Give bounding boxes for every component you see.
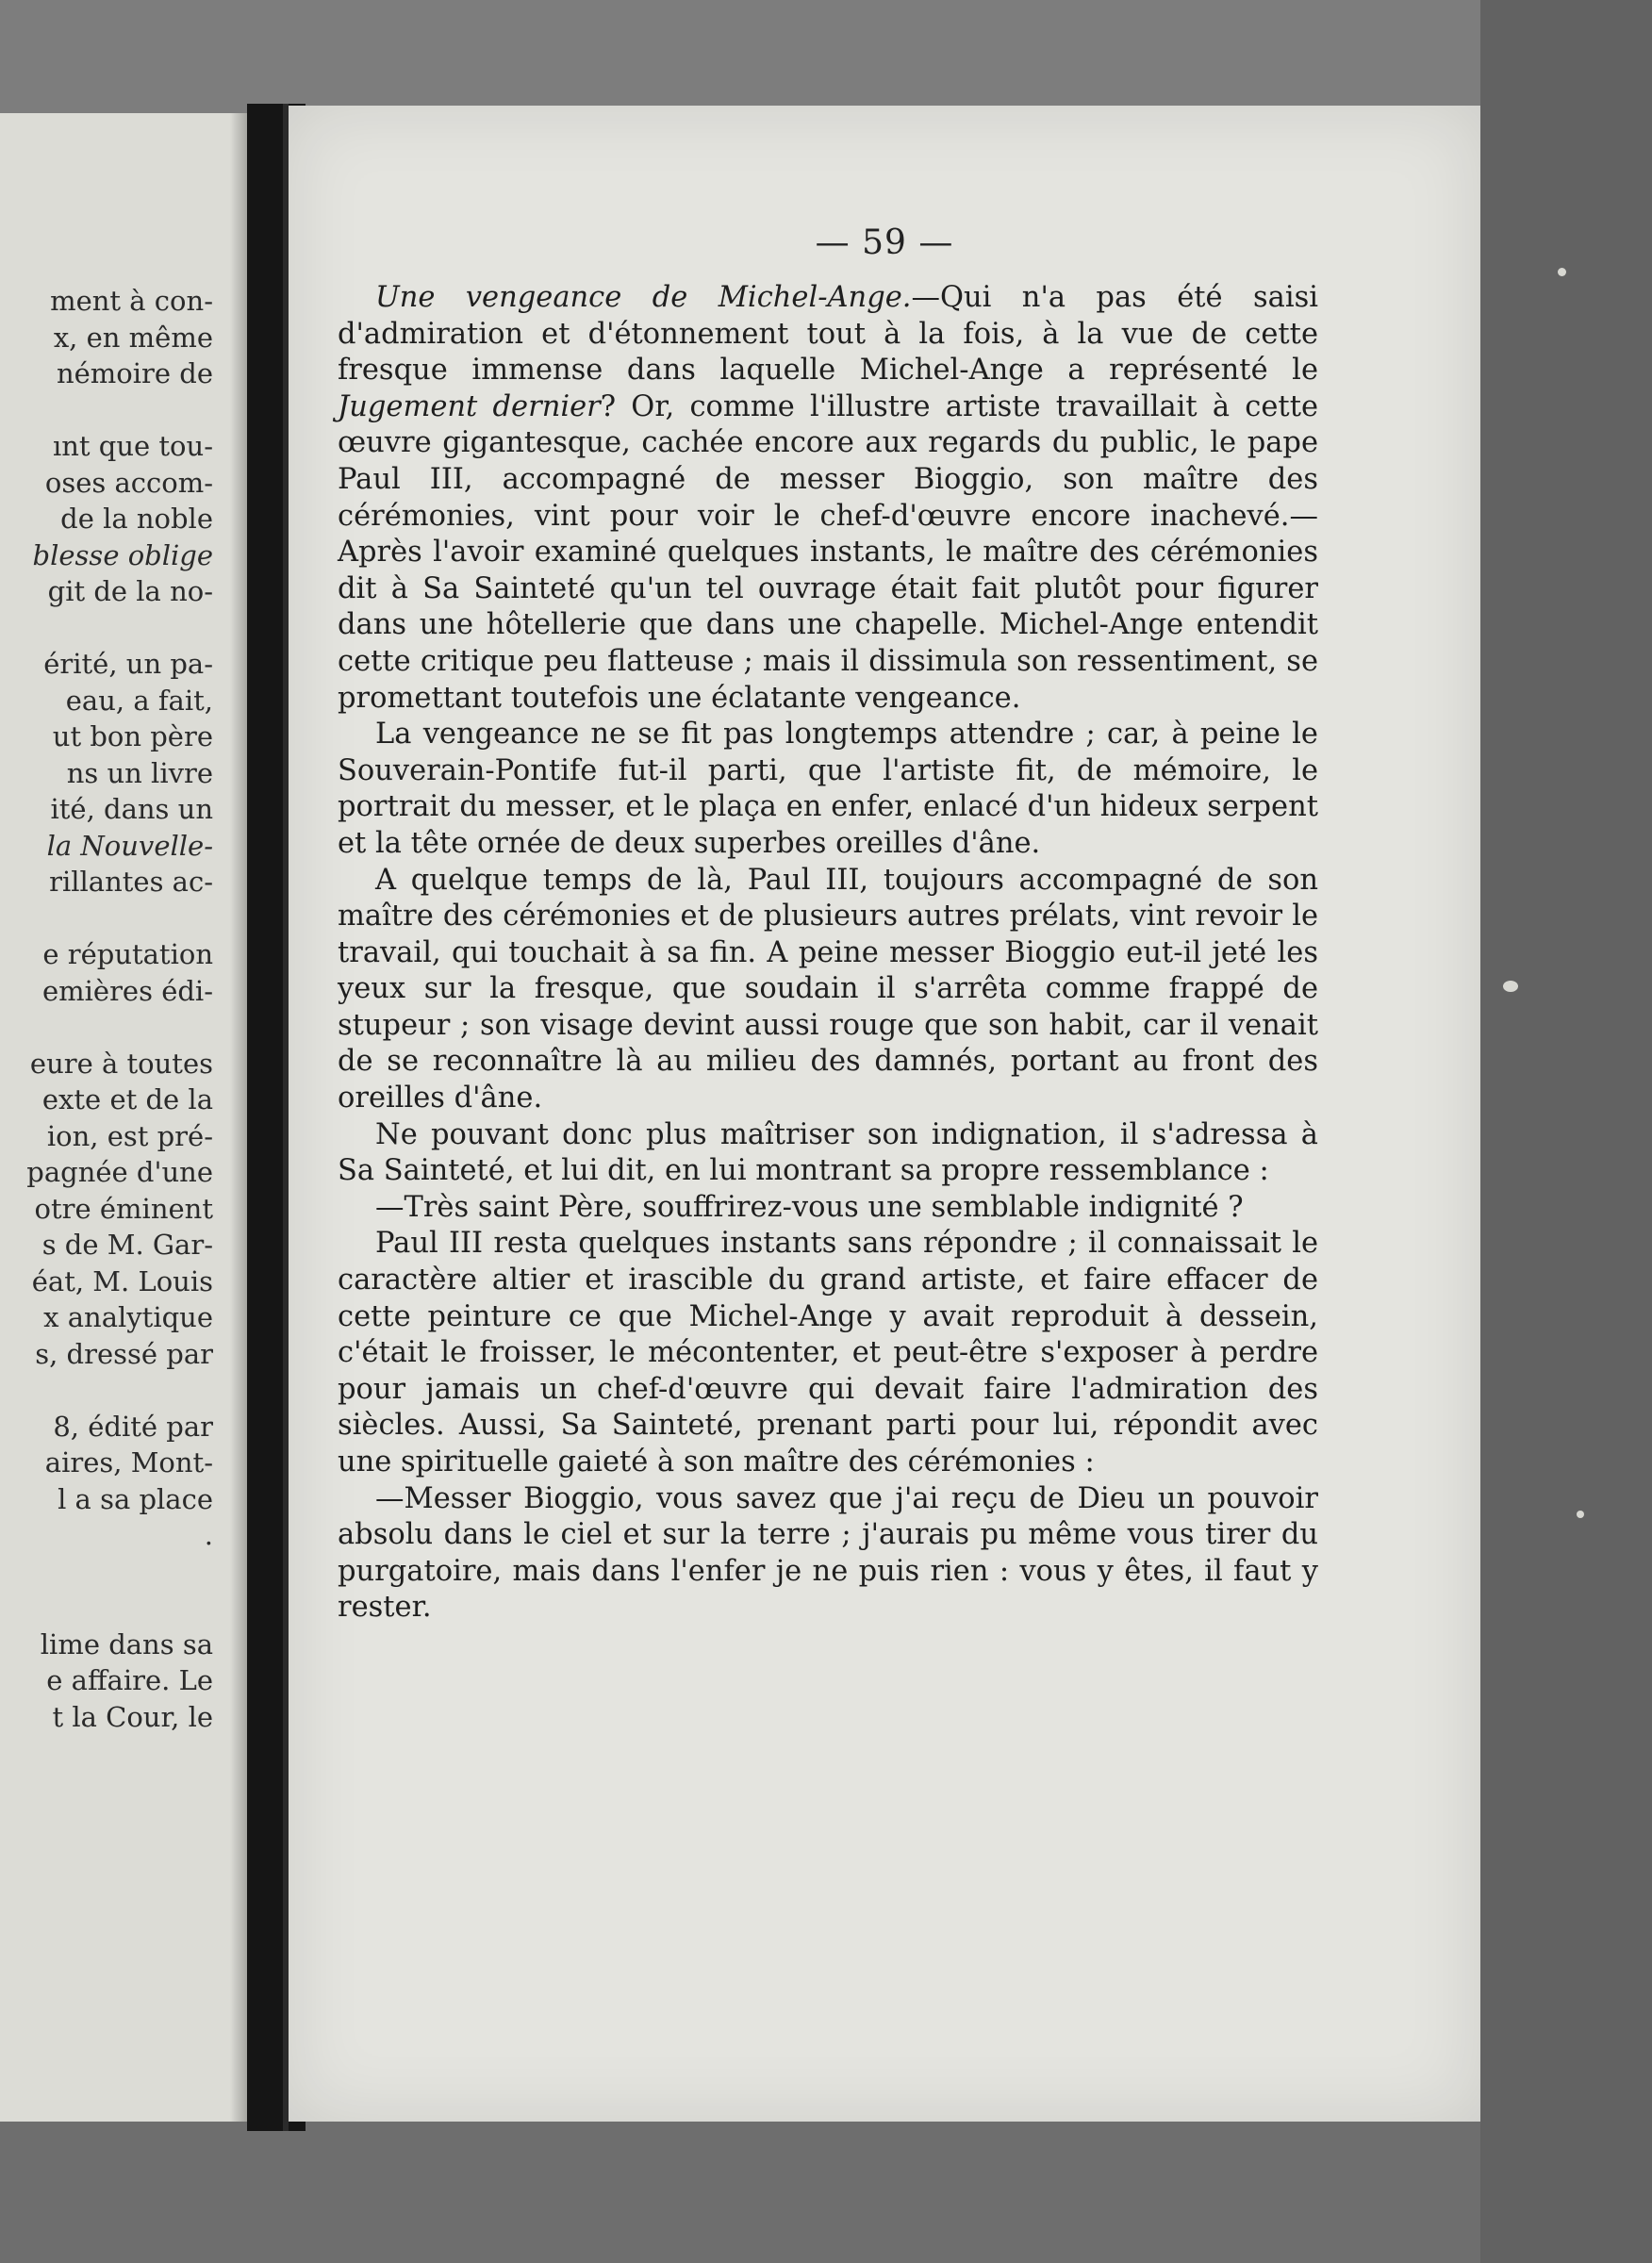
left-line-gap: [26, 900, 213, 937]
paragraph: —Très saint Père, souffrirez-vous une semblable indignité ?: [375, 1190, 1244, 1224]
paragraph: Paul III resta quelques instants sans répondre ; il connaissait le caractère altier et irascible du grand artiste, et faire effacer de cette peinture ce que Michel-Ange y avait reproduit à dessein, c'était le froisser, le mécontenter, et peut-être s'exposer à perdre pour jamais un chef-d'œuvre qui devait faire l'admiration des siècles. Aussi, Sa Sainteté, prenant parti pour lui, répondit avec une spirituelle gaieté à son maître des cérémonies :: [338, 1227, 1318, 1478]
left-line: .: [204, 1519, 213, 1551]
left-line: [26, 828, 213, 865]
left-line: x analytique: [43, 1301, 213, 1333]
paragraph: Ne pouvant donc plus maîtriser son indignation, il s'adressa à Sa Sainteté, et lui dit, en lui montrant sa propre ressemblance :: [338, 1117, 1318, 1188]
paragraph-text: ? Or, comme l'illustre artiste travaillait à cette œuvre gigantesque, cachée encore aux regards du public, le pape Paul III, accompagné de messer Bioggio, son maître des cérémonies, vint pour voir le chef-d'œuvre encore inachevé.—Après l'avoir examiné quelques instants, le maître des cérémonies dit à Sa Sainteté qu'un tel ouvrage était fait plutôt pour figurer dans une hôtellerie que dans une chapelle. Michel-Ange entendit cette critique peu flatteuse ; mais il dissimula son ressentiment, se promettant toutefois une éclatante vengeance.: [338, 389, 1318, 715]
left-line-gap: [26, 1372, 213, 1409]
left-line-gap: [26, 392, 213, 429]
left-line: t la Cour, le: [52, 1700, 213, 1733]
left-line: otre éminent: [34, 1192, 213, 1225]
left-line: exte et de la: [41, 1083, 213, 1115]
scan-background-bottom: [0, 2122, 1652, 2263]
left-line: érité, un pa-: [43, 648, 213, 680]
left-line: l a sa place: [58, 1482, 213, 1515]
left-line: x, en même: [53, 321, 213, 354]
left-line: [26, 537, 213, 574]
left-line: ment à con-: [50, 285, 213, 317]
left-line-gap: [26, 610, 213, 647]
left-line: oses accom-: [44, 466, 213, 499]
left-line: ité, dans un: [50, 793, 213, 825]
paragraph: A quelque temps de là, Paul III, toujours accompagné de son maître des cérémonies et de plusieurs autres prélats, vint revoir le travail, qui touchait à sa fin. A peine messer Bioggio eut-il jeté les yeux sur la fresque, que soudain il s'arrêta comme frappé de stupeur ; son visage devint aussi rouge que son habit, car il venait de se reconnaître là au milieu des damnés, portant au front des oreilles d'âne.: [338, 863, 1318, 1115]
previous-page-text: [26, 283, 213, 1735]
left-line: s, dressé par: [35, 1337, 213, 1370]
left-line: lime dans sa: [40, 1627, 213, 1660]
left-line-italic: la Nouvelle-: [46, 829, 213, 862]
page-body: [338, 280, 1318, 1627]
scan-speck: [1577, 1511, 1584, 1518]
left-line: git de la no-: [47, 575, 213, 607]
left-line: ınt que tou-: [52, 430, 213, 462]
left-line: ut bon père: [52, 720, 213, 752]
left-line: eure à toutes: [29, 1047, 213, 1080]
left-line-gap: [26, 1009, 213, 1046]
paragraph: —Messer Bioggio, vous savez que j'ai reçu de Dieu un pouvoir absolu dans le ciel et sur la terre ; j'aurais pu même vous tirer du purgatoire, mais dans l'enfer je ne puis rien : vous y êtes, il faut y rester.: [338, 1481, 1318, 1625]
paragraph: La vengeance ne se fit pas longtemps attendre ; car, à peine le Souverain-Pontife fut-il parti, que l'artiste fit, de mémoire, le portrait du messer, et le plaça en enfer, enlacé d'un hideux serpent et la tête ornée de deux superbes oreilles d'âne.: [338, 718, 1318, 860]
paragraph-text: —Qui n'a pas été saisi d'admiration et d'étonnement tout à la fois, à la vue de cette fresque immense dans laquelle Michel-Ange a représenté le: [338, 281, 1318, 388]
work-title: Jugement dernier: [338, 389, 601, 423]
left-line: pagnée d'une: [26, 1156, 213, 1188]
article-title: Une vengeance de Michel-Ange.: [375, 281, 912, 314]
left-line: emières édi-: [41, 974, 213, 1007]
left-line: rillantes ac-: [49, 866, 213, 898]
scan-speck: [1558, 268, 1566, 276]
left-line: aires, Mont-: [44, 1446, 213, 1478]
left-line: de la noble: [60, 503, 213, 535]
paragraph: [338, 280, 1318, 717]
left-line-gap: [26, 1554, 213, 1627]
scan-speck: [1503, 981, 1518, 992]
left-line: némoire de: [56, 357, 213, 389]
previous-page: [0, 113, 247, 2122]
left-line-italic: blesse oblige: [32, 538, 213, 571]
current-page: [289, 106, 1480, 2122]
page-number: — 59 —: [815, 223, 954, 262]
scan-background-right: [1480, 0, 1652, 2263]
page-shadow: [230, 113, 247, 2122]
left-line: s de M. Gar-: [41, 1229, 213, 1261]
left-line: ion, est pré-: [46, 1119, 213, 1152]
left-line: éat, M. Louis: [31, 1264, 213, 1297]
left-line: e réputation: [42, 938, 213, 970]
left-line: ns un livre: [66, 756, 213, 789]
left-line: eau, a fait,: [65, 684, 213, 717]
left-line: 8, édité par: [53, 1410, 213, 1443]
left-line: e affaire. Le: [46, 1664, 213, 1696]
